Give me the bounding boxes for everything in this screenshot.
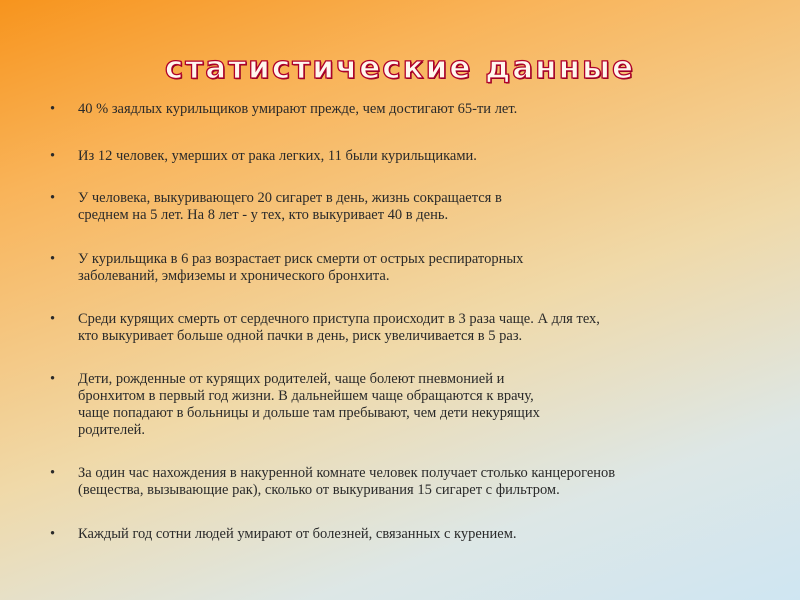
bullet-icon: • (50, 148, 56, 164)
bullet-icon: • (50, 371, 56, 387)
list-item-text: 40 % заядлых курильщиков умирают прежде, чем достигают 65-ти лет. (78, 101, 518, 117)
list-item-text: За один час нахождения в накуренной комнате человек получает столько канцерогенов (вещества, вызывающие рак), сколько от выкуривания 15 сигарет с фильтром. (78, 465, 616, 498)
bullet-icon: • (50, 311, 56, 327)
slide-title: статистические данные (164, 50, 636, 86)
list-item-text: У курильщика в 6 раз возрастает риск смерти от острых респираторных заболеваний, эмфиземы и хронического бронхита. (78, 251, 524, 284)
list-item-text: У человека, выкуривающего 20 сигарет в день, жизнь сокращается в среднем на 5 лет. На 8 лет - у тех, кто выкуривает 40 в день. (78, 190, 502, 223)
list-item-text: Дети, рожденные от курящих родителей, чаще болеют пневмонией и бронхитом в первый год жизни. В дальнейшем чаще обращаются к врачу, чаще попадают в больницы и дольше там пребывают, чем дети некурящих родителей. (78, 371, 540, 438)
bullet-icon: • (50, 465, 56, 481)
bullet-icon: • (50, 190, 56, 206)
bullet-icon: • (50, 251, 56, 267)
list-item-text: Каждый год сотни людей умирают от болезней, связанных с курением. (78, 526, 517, 542)
list-item-text: Из 12 человек, умерших от рака легких, 11 были курильщиками. (78, 148, 477, 164)
bullet-icon: • (50, 526, 56, 542)
bullet-icon: • (50, 101, 56, 117)
list-item-text: Среди курящих смерть от сердечного приступа происходит в 3 раза чаще. А для тех, кто выкуривает больше одной пачки в день, риск увеличивается в 5 раз. (78, 311, 600, 344)
